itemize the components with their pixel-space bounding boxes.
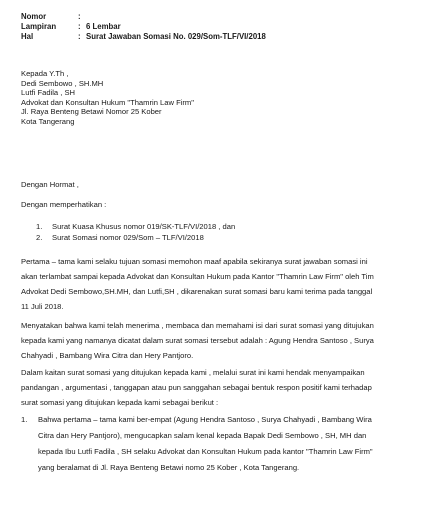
paragraph-line: Menyatakan bahwa kami telah menerima , membaca dan memahami isi dari surat somasi yang ditujukan xyxy=(21,321,374,330)
recipient-line: Kota Tangerang xyxy=(21,116,75,126)
paragraph-line: Dalam kaitan surat somasi yang ditujukan kepada kami , melalui surat ini kami hendak menyampaikan xyxy=(21,368,365,377)
paragraph-line: Pertama – tama kami selaku tujuan somasi memohon maaf apabila sekiranya surat jawaban somasi ini xyxy=(21,257,368,266)
intro-text: Dengan memperhatikan : xyxy=(21,200,107,209)
lampiran-value: 6 Lembar xyxy=(86,22,121,31)
paragraph-acknowledgement xyxy=(21,318,413,363)
list-text-continuation: kepada Ibu Lutfi Fadila , SH selaku Advokat dan Konsultan Hukum pada kantor "Thamrin Law Firm" xyxy=(38,447,373,456)
list-item xyxy=(36,233,235,244)
list-number: 2. xyxy=(36,232,43,242)
paragraph-line: surat somasi yang ditujukan kepada kami sebagai berikut : xyxy=(21,398,219,407)
colon: : xyxy=(78,12,81,21)
list-text: Bahwa pertama – tama kami ber-empat (Agung Hendra Santoso , Surya Chahyadi , Bambang Wira xyxy=(38,415,372,424)
greeting: Dengan Hormat , xyxy=(21,180,79,189)
paragraph-line: pandangan , argumentasi , tanggapan atau pun sanggahan sebagai bentuk respon positif kami terhadap xyxy=(21,383,372,392)
list-text: Surat Kuasa Khusus nomor 019/SK-TLF/VI/2018 , dan xyxy=(52,222,236,231)
hal-row xyxy=(21,32,266,42)
colon: : xyxy=(78,32,81,41)
paragraph-line: kepada kami yang namanya dicatat dalam surat somasi tersebut adalah : Agung Hendra Santoso , Surya xyxy=(21,336,374,345)
nomor-label: Nomor xyxy=(21,12,47,21)
nomor-row xyxy=(21,12,266,22)
hal-label: Hal xyxy=(21,32,34,41)
point-list xyxy=(21,412,416,476)
paragraph-apology xyxy=(21,254,413,314)
colon: : xyxy=(78,22,81,31)
reference-list xyxy=(36,222,235,243)
list-text-continuation: Citra dan Hery Pantjoro), mengucapkan salam kenal kepada Bapak Dedi Sembowo , SH, MH dan xyxy=(38,431,367,440)
paragraph-line: Advokat Dedi Sembowo,SH.MH, dan Lutfi,SH , dikarenakan surat somasi baru kami terima pada tanggal xyxy=(21,287,373,296)
paragraph-response xyxy=(21,365,413,410)
recipient-line: Lutfi Fadila , SH xyxy=(21,88,76,97)
list-text: Surat Somasi nomor 029/Som – TLF/VI/2018 xyxy=(52,232,204,242)
letter-header xyxy=(21,12,266,42)
lampiran-row xyxy=(21,22,266,32)
list-number: 1. xyxy=(36,222,43,231)
recipient-line: Dedi Sembowo , SH.MH xyxy=(21,78,104,88)
lampiran-label: Lampiran xyxy=(21,22,57,31)
list-item xyxy=(21,412,416,428)
list-number: 1. xyxy=(21,415,28,424)
paragraph-line: 11 Juli 2018. xyxy=(21,302,64,311)
recipient-address xyxy=(21,69,194,126)
recipient-line: Jl. Raya Benteng Betawi Nomor 25 Kober xyxy=(21,107,162,116)
paragraph-line: Chahyadi , Bambang Wira Citra dan Hery Pantjoro. xyxy=(21,351,194,360)
recipient-line: Kepada Y.Th , xyxy=(21,69,69,78)
list-text-continuation: yang beralamat di Jl. Raya Benteng Betawi nomo 25 Kober , Kota Tangerang. xyxy=(38,463,300,472)
hal-value: Surat Jawaban Somasi No. 029/Som-TLF/VI/2018 xyxy=(86,32,266,41)
recipient-line: Advokat dan Konsultan Hukum "Thamrin Law Firm" xyxy=(21,97,194,107)
paragraph-line: akan terlambat sampai kepada Advokat dan Konsultan Hukum pada Kantor "Thamrin Law Firm" oleh Tim xyxy=(21,272,374,281)
list-item xyxy=(36,222,235,233)
